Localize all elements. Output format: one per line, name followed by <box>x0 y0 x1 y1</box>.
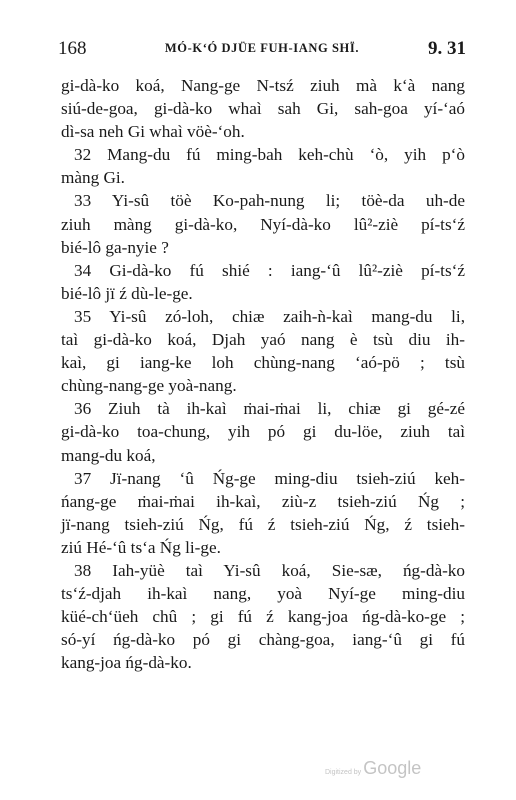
verse-start-line: 34 Gi-dà-ko fú shié : iang-‘û lû²-ziè pí-ts‘ź <box>74 260 465 280</box>
page-number: 168 <box>58 38 87 59</box>
text-line: ts‘ź-djah ih-kaì nang, yoà Nyí-ge ming-diu <box>61 584 465 604</box>
text-line: gi-dà-ko koá, Nang-ge N-tsź ziuh mà k‘à nang <box>61 76 465 95</box>
chapter-verse-ref: 9. 31 <box>428 38 466 59</box>
text-line: taì gi-dà-ko koá, Djah yaó nang è tsù diu ih- <box>61 330 465 350</box>
text-line: siú-de-goa, gi-dà-ko whaì sah Gi, sah-goa yí-‘aó <box>61 99 465 119</box>
verse-start-line: 36 Ziuh tà ih-kaì ṁai-ṁai li, chiæ gi gé-zé <box>74 399 465 419</box>
verse-start-line: 37 Jï-nang ‘û Ńg-ge ming-diu tsieh-ziú keh- <box>74 468 465 488</box>
text-line: mang-du koá, <box>61 445 156 465</box>
verse-start-line: 35 Yi-sû zó-loh, chiæ zaih-ǹ-kaì mang-du li, <box>74 306 465 326</box>
text-line: küé-ch‘üeh chû ; gi fú ź kang-joa ńg-dà-ko-ge ; <box>61 607 465 627</box>
text-line: ziuh màng gi-dà-ko, Nyí-dà-ko lû²-ziè pí-ts‘ź <box>61 214 465 234</box>
digitized-watermark <box>325 758 421 779</box>
text-line: màng Gi. <box>61 168 125 188</box>
text-body <box>61 74 465 674</box>
text-line: só-yí ńg-dà-ko pó gi chàng-goa, iang-‘û gi fú <box>61 630 465 650</box>
running-head: MÓ-K‘Ó DJÜE FUH-IANG SHÏ. <box>164 41 360 55</box>
text-line: kang-joa ńg-dà-ko. <box>61 653 192 673</box>
verse-start-line: 33 Yi-sû töè Ko-pah-nung li; töè-da uh-de <box>74 191 465 211</box>
verse-start-line: 32 Mang-du fú ming-bah keh-chù ‘ò, yih p‘ò <box>74 145 465 165</box>
text-line: ńang-ge ṁai-ṁai ih-kaì, ziù-z tsieh-ziú Ńg ; <box>61 491 465 511</box>
text-line: bié-lô jï ź dù-le-ge. <box>61 283 193 303</box>
text-line: gi-dà-ko toa-chung, yih pó gi du-löe, ziuh taì <box>61 422 465 442</box>
text-line: ziú Hé-‘û ts‘a Ńg li-ge. <box>61 537 221 557</box>
text-line: kaì, gi iang-ke loh chùng-nang ‘aó-pö ; tsù <box>61 353 465 373</box>
page-header <box>58 38 466 64</box>
text-line: dì-sa neh Gi whaì vöè-‘oh. <box>61 122 245 142</box>
verse-start-line: 38 Iah-yüè taì Yi-sû koá, Sie-sæ, ńg-dà-ko <box>74 560 465 580</box>
text-line: jï-nang tsieh-ziú Ńg, fú ź tsieh-ziú Ńg, ź tsieh- <box>61 514 465 534</box>
watermark-prefix: Digitized by <box>325 769 362 776</box>
google-logo: Google <box>363 758 422 778</box>
text-line: chùng-nang-ge yoà-nang. <box>61 376 237 396</box>
text-line: bié-lô ga-nyie ? <box>61 237 169 257</box>
